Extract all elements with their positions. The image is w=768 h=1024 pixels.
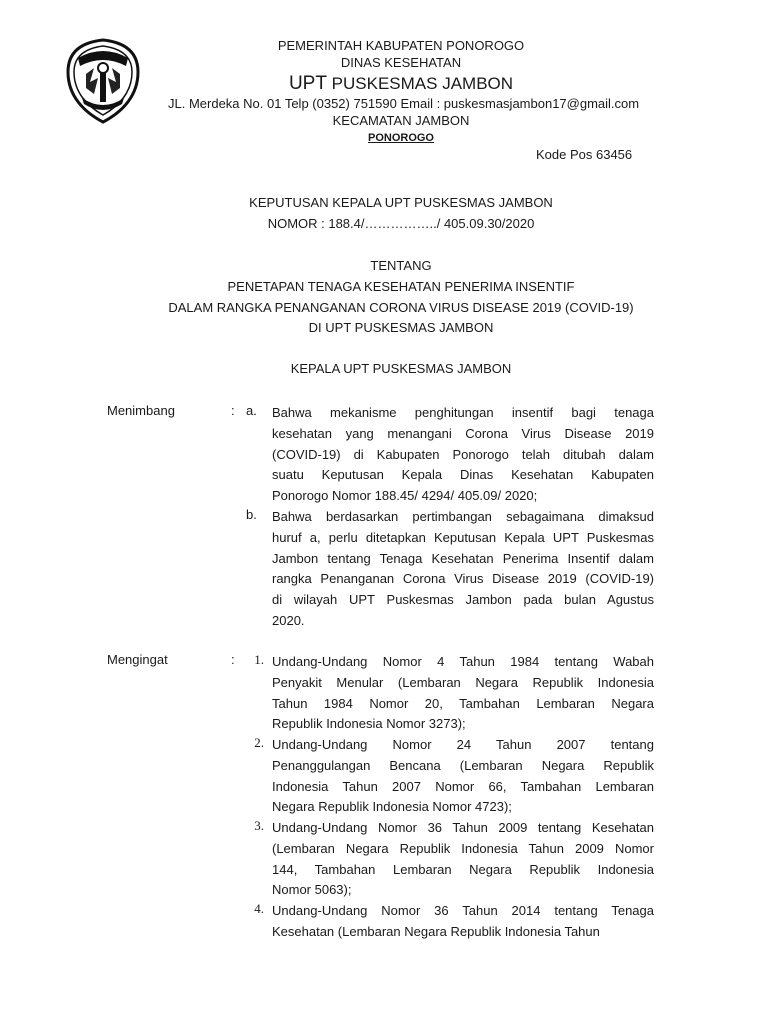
- item-marker: 1.: [254, 652, 264, 667]
- item-text-line: kesehatan yang menangani Corona Virus Disease 2019: [272, 425, 654, 441]
- menimbang-colon: :: [231, 403, 235, 418]
- decree-subject-line2: DALAM RANGKA PENANGANAN CORONA VIRUS DISEASE 2019 (COVID-19): [168, 300, 634, 315]
- item-text-line: Tahun 1984 Nomor 20, Tambahan Lembaran Negara: [272, 695, 654, 711]
- item-text: [272, 818, 654, 901]
- header-unit-title: [0, 73, 768, 95]
- item-text-line: di wilayah UPT Puskesmas Jambon pada bulan Agustus: [272, 592, 654, 608]
- decree-subject-line1: PENETAPAN TENAGA KESEHATAN PENERIMA INSENTIF: [227, 279, 575, 294]
- header-district: KECAMATAN JAMBON: [332, 113, 470, 128]
- item-text: [272, 507, 654, 632]
- decree-tentang: TENTANG: [370, 258, 432, 273]
- item-text: [272, 901, 654, 943]
- item-text-line: (COVID-19) di Kabupaten Ponorogo telah ditubah dalam: [272, 446, 654, 462]
- header-address: JL. Merdeka No. 01 Telp (0352) 751590 Email : puskesmasjambon17@gmail.com: [168, 96, 640, 111]
- item-text-line: Jambon tentang Tenaga Kesehatan Penerima Insentif dalam: [272, 550, 654, 566]
- item-text-line: Ponorogo Nomor 188.45/ 4294/ 405.09/ 2020;: [272, 488, 538, 504]
- mengingat-label: Mengingat: [107, 652, 168, 667]
- decree-number: NOMOR : 188.4/……………../ 405.09.30/2020: [267, 216, 535, 231]
- item-text-line: Undang-Undang Nomor 24 Tahun 2007 tentang: [272, 737, 654, 752]
- header-city: PONOROGO: [367, 132, 434, 144]
- item-text-line: rangka Penanganan Corona Virus Disease 2019 (COVID-19): [272, 571, 654, 587]
- item-marker: 2.: [254, 735, 264, 750]
- item-text-line: suatu Keputusan Kepala Dinas Kesehatan Kabupaten: [272, 467, 654, 483]
- item-text-line: 2020.: [272, 612, 305, 628]
- item-marker: 4.: [254, 901, 264, 916]
- header-unit-prefix: UPT: [288, 73, 327, 94]
- item-text: [272, 652, 654, 735]
- item-text-line: Kesehatan (Lembaran Negara Republik Indonesia Tahun: [272, 923, 600, 939]
- item-marker: b.: [246, 507, 257, 522]
- item-text-line: Undang-Undang Nomor 4 Tahun 1984 tentang Wabah: [272, 654, 654, 669]
- item-text-line: Bahwa mekanisme penghitungan insentif bagi tenaga: [272, 405, 654, 420]
- menimbang-label: Menimbang: [107, 403, 175, 418]
- header-unit-name: PUSKESMAS JAMBON: [326, 74, 514, 93]
- item-text: [272, 403, 654, 507]
- item-text-line: Penyakit Menular (Lembaran Negara Republik Indonesia: [272, 674, 654, 690]
- item-text-line: Negara Republik Indonesia Nomor 4723);: [272, 799, 512, 815]
- item-text-line: Penanggulangan Bencana (Lembaran Negara Republik: [272, 757, 654, 773]
- decree-head: KEPALA UPT PUSKESMAS JAMBON: [290, 361, 512, 376]
- header-postal-code: Kode Pos 63456: [536, 147, 633, 162]
- item-text: [272, 735, 654, 818]
- decree-subject-line3: DI UPT PUSKESMAS JAMBON: [308, 320, 494, 335]
- item-text-line: (Lembaran Negara Republik Indonesia Tahun 2009 Nomor: [272, 840, 654, 856]
- item-marker: a.: [246, 403, 257, 418]
- item-text-line: Bahwa berdasarkan pertimbangan sebagaimana dimaksud: [272, 509, 654, 524]
- item-text-line: Undang-Undang Nomor 36 Tahun 2014 tentang Tenaga: [272, 903, 654, 918]
- item-text-line: Indonesia Tahun 2007 Nomor 66, Tambahan Lembaran: [272, 778, 654, 794]
- item-text-line: Nomor 5063);: [272, 882, 352, 898]
- item-text-line: 144, Tambahan Lembaran Negara Republik Indonesia: [272, 861, 654, 877]
- header-government: PEMERINTAH KABUPATEN PONOROGO: [277, 38, 525, 53]
- mengingat-colon: :: [231, 652, 235, 667]
- header-department: DINAS KESEHATAN: [340, 55, 462, 70]
- item-text-line: huruf a, perlu ditetapkan Keputusan Kepala UPT Puskesmas: [272, 529, 654, 545]
- item-text-line: Undang-Undang Nomor 36 Tahun 2009 tentang Kesehatan: [272, 820, 654, 835]
- decree-title: KEPUTUSAN KEPALA UPT PUSKESMAS JAMBON: [249, 195, 553, 210]
- item-text-line: Republik Indonesia Nomor 3273);: [272, 716, 466, 732]
- item-marker: 3.: [254, 818, 264, 833]
